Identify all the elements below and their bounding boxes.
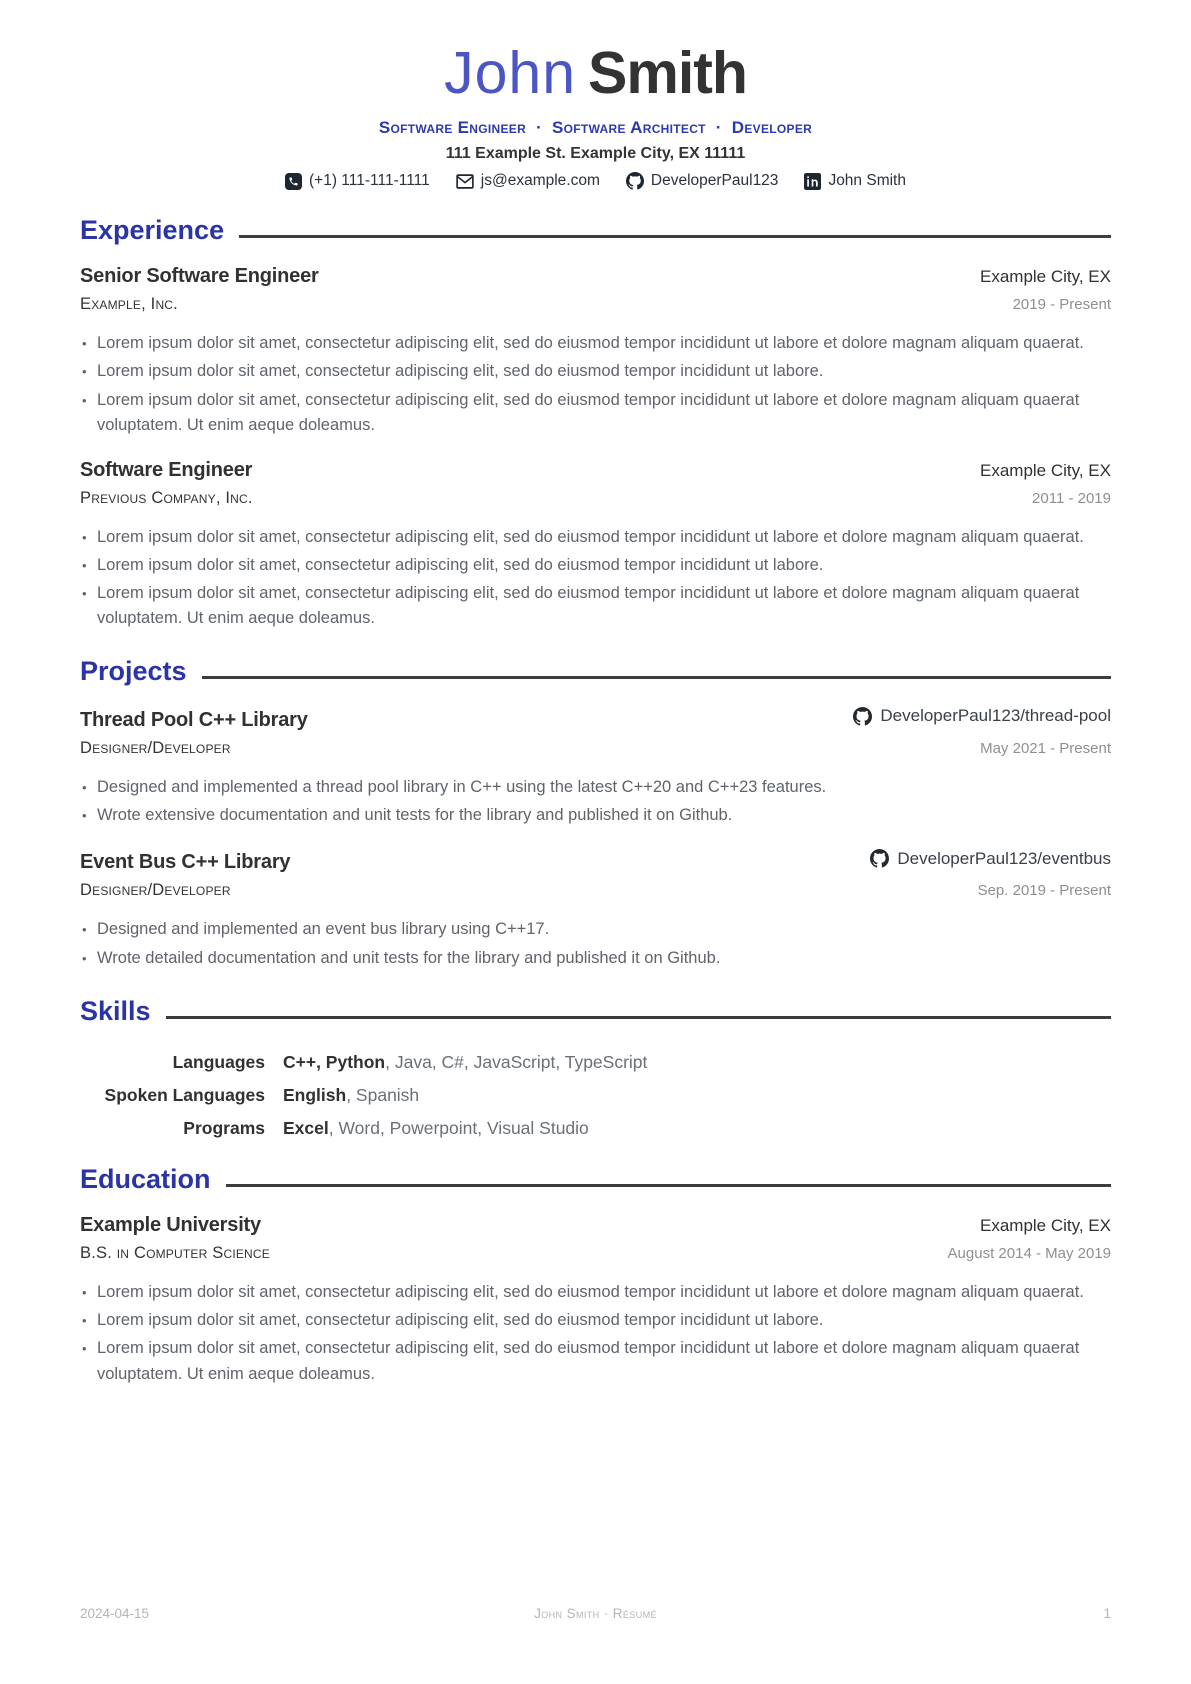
bullet-item: • Wrote extensive documentation and unit tests for the library and published it on Github. [80, 803, 1111, 828]
project-bullets [80, 775, 1111, 828]
skill-row [80, 1052, 1111, 1073]
footer-page-number: 1 [1103, 1606, 1112, 1621]
experience-entry [80, 265, 1111, 437]
experience-entry [80, 459, 1111, 631]
skill-values [283, 1118, 589, 1139]
skill-secondary: , Java, C#, JavaScript, TypeScript [385, 1051, 648, 1072]
project-title: Event Bus C++ Library [80, 851, 291, 874]
section-title: Experience [80, 215, 225, 245]
project-title: Thread Pool C++ Library [80, 708, 308, 731]
bullet-item: • Lorem ipsum dolor sit amet, consectetur adipiscing elit, sed do eiusmod tempor incididunt ut labore. [80, 553, 1111, 578]
address-line: 111 Example St. Example City, EX 11111 [445, 145, 746, 162]
company-name: Previous Company, Inc. [80, 488, 253, 507]
education-dates: August 2014 - May 2019 [947, 1245, 1111, 1263]
section-experience [80, 216, 1111, 631]
github-icon [626, 172, 644, 190]
skill-secondary: , Word, Powerpoint, Visual Studio [328, 1117, 589, 1138]
person-name [80, 40, 1111, 106]
email-icon [456, 174, 474, 189]
linkedin-icon [804, 173, 821, 190]
job-title: Senior Software Engineer [80, 265, 319, 288]
job-dates: 2011 - 2019 [1032, 489, 1111, 507]
bullet-item: • Lorem ipsum dolor sit amet, consectetur adipiscing elit, sed do eiusmod tempor incididunt ut labore et dolore magnam aliquam quaerat. [80, 331, 1111, 356]
school-name: Example University [80, 1214, 261, 1237]
github-username: DeveloperPaul123 [650, 172, 779, 189]
bullet-item: • Lorem ipsum dolor sit amet, consectetur adipiscing elit, sed do eiusmod tempor incididunt ut labore. [80, 359, 1111, 384]
tagline-item: Software Architect [552, 118, 706, 137]
job-bullets [80, 331, 1111, 437]
bullet-item: • Lorem ipsum dolor sit amet, consectetur adipiscing elit, sed do eiusmod tempor incididunt ut labore. [80, 1308, 1111, 1333]
project-entry [80, 706, 1111, 828]
project-entry [80, 849, 1111, 971]
education-bullets [80, 1280, 1111, 1386]
linkedin-name: John Smith [828, 172, 906, 189]
skills-table [80, 1052, 1111, 1139]
section-rule [202, 676, 1111, 679]
phone-link[interactable] [285, 172, 430, 190]
bullet-item: • Wrote detailed documentation and unit tests for the library and published it on Github. [80, 946, 1111, 971]
tagline-item: Software Engineer [378, 118, 527, 137]
skill-category: Languages [172, 1051, 265, 1072]
github-icon [870, 849, 889, 868]
degree-name: B.S. in Computer Science [80, 1244, 270, 1263]
tagline-separator: · [536, 118, 543, 137]
bullet-item: • Lorem ipsum dolor sit amet, consectetur adipiscing elit, sed do eiusmod tempor incididunt ut labore et dolore magnam aliquam quaerat voluptatem. Ut enim aeque doleamus. [80, 388, 1111, 438]
bullet-item: • Designed and implemented an event bus library using C++17. [80, 917, 1111, 942]
section-rule [239, 235, 1111, 238]
project-role: Designer/Developer [80, 738, 231, 757]
bullet-item: • Lorem ipsum dolor sit amet, consectetur adipiscing elit, sed do eiusmod tempor incididunt ut labore et dolore magnam aliquam quaerat. [80, 525, 1111, 550]
skill-primary: C++, Python [283, 1051, 386, 1072]
tagline-separator: · [715, 118, 722, 137]
tagline-item: Developer [731, 118, 813, 137]
bullet-item: • Lorem ipsum dolor sit amet, consectetur adipiscing elit, sed do eiusmod tempor incididunt ut labore et dolore magnam aliquam quaerat voluptatem. Ut enim aeque doleamus. [80, 1336, 1111, 1386]
first-name: John [444, 40, 577, 106]
section-skills [80, 997, 1111, 1139]
skill-row [80, 1118, 1111, 1139]
bullet-item: • Designed and implemented a thread pool library in C++ using the latest C++20 and C++23 features. [80, 775, 1111, 800]
education-entry [80, 1214, 1111, 1386]
section-education [80, 1165, 1111, 1387]
repo-name: DeveloperPaul123/thread-pool [880, 706, 1111, 726]
email-link[interactable] [456, 172, 600, 190]
job-bullets [80, 525, 1111, 631]
section-rule [166, 1016, 1111, 1019]
github-link[interactable] [626, 172, 779, 190]
project-dates: May 2021 - Present [980, 739, 1111, 757]
footer-title: John Smith · Résumé [534, 1606, 657, 1621]
job-location: Example City, EX [979, 460, 1111, 480]
section-title: Education [80, 1163, 211, 1194]
company-name: Example, Inc. [80, 295, 178, 314]
footer-date: 2024-04-15 [80, 1606, 150, 1621]
skill-secondary: , Spanish [346, 1084, 420, 1105]
project-role: Designer/Developer [80, 881, 231, 900]
project-dates: Sep. 2019 - Present [977, 882, 1111, 900]
project-repo-link[interactable] [853, 706, 1111, 726]
skill-values [283, 1085, 419, 1106]
school-location: Example City, EX [979, 1216, 1111, 1236]
linkedin-link[interactable] [804, 172, 906, 190]
skill-primary: English [283, 1084, 347, 1105]
skill-category: Spoken Languages [104, 1084, 265, 1105]
tagline [80, 118, 1111, 138]
contact-row [80, 172, 1111, 190]
repo-name: DeveloperPaul123/eventbus [897, 848, 1111, 868]
phone-number: (+1) 111-111-1111 [309, 172, 430, 189]
skill-primary: Excel [283, 1117, 329, 1138]
job-location: Example City, EX [979, 267, 1111, 287]
bullet-item: • Lorem ipsum dolor sit amet, consectetur adipiscing elit, sed do eiusmod tempor incididunt ut labore et dolore magnam aliquam quaerat voluptatem. Ut enim aeque doleamus. [80, 581, 1111, 631]
skill-category: Programs [183, 1117, 265, 1138]
last-name: Smith [588, 40, 747, 106]
skill-values [283, 1052, 647, 1073]
bullet-item: • Lorem ipsum dolor sit amet, consectetur adipiscing elit, sed do eiusmod tempor incididunt ut labore et dolore magnam aliquam quaerat. [80, 1280, 1111, 1305]
github-icon [853, 707, 872, 726]
section-projects [80, 657, 1111, 971]
page-footer [80, 1606, 1111, 1621]
project-bullets [80, 917, 1111, 970]
skill-row [80, 1085, 1111, 1106]
project-repo-link[interactable] [870, 849, 1111, 869]
email-address: js@example.com [480, 172, 600, 189]
section-title: Skills [80, 995, 151, 1026]
section-title: Projects [80, 655, 187, 686]
phone-icon [285, 173, 302, 190]
section-rule [226, 1184, 1111, 1187]
job-title: Software Engineer [80, 458, 253, 481]
job-dates: 2019 - Present [1012, 296, 1111, 314]
